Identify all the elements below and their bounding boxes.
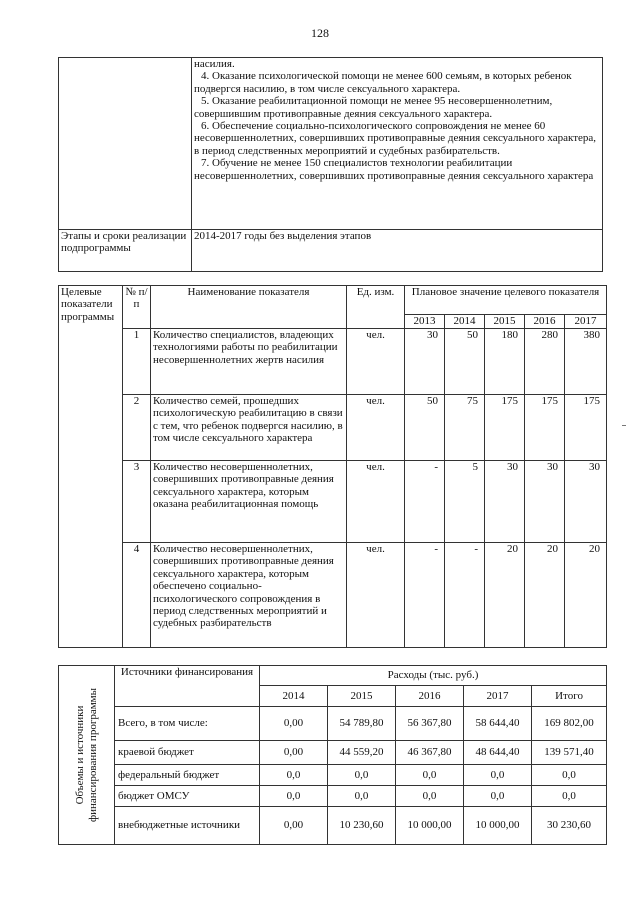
year-header: 2014	[445, 315, 485, 329]
unit-cell: чел.	[347, 461, 405, 543]
value-cell: 5	[445, 461, 485, 543]
value-cell: -	[445, 543, 485, 648]
amount-cell: 58 644,40	[464, 707, 532, 741]
page-number: 128	[311, 26, 329, 40]
value-cell: -	[405, 543, 445, 648]
amount-cell: 0,0	[260, 786, 328, 807]
table-row	[59, 707, 607, 741]
value-cell: 30	[405, 329, 445, 395]
value-cell: 175	[565, 395, 607, 461]
amount-cell: 0,0	[328, 786, 396, 807]
indicator-name: Количество семей, прошедших психологическую реабилитацию в связи с тем, что ребенок подвергся насилию, в том числе сексуального характера	[151, 395, 347, 461]
value-cell: 50	[405, 395, 445, 461]
amount-cell: 0,0	[396, 786, 464, 807]
amount-cell: 0,0	[532, 765, 607, 786]
value-cell: 20	[565, 543, 607, 648]
result-line-4: 4. Оказание психологической помощи не менее 600 семьям, в которых ребенок подвергся насилию, в том числе сексуального характера.	[194, 70, 572, 95]
result-line-6: 6. Обеспечение социально-психологического сопровождения не менее 60 несовершеннолетних, совершивших противоправные деяния сексуального характера, в период следственных мероприятий и судебных разбирательств.	[194, 120, 597, 157]
amount-cell: 48 644,40	[464, 741, 532, 765]
name-header: Наименование показателя	[151, 286, 347, 329]
year-header: 2015	[328, 686, 396, 707]
value-cell: 30	[565, 461, 607, 543]
unit-header: Ед. изм.	[347, 286, 405, 329]
amount-cell: 0,0	[464, 765, 532, 786]
table-row	[59, 395, 607, 461]
amount-cell: 169 802,00	[532, 707, 607, 741]
amount-cell: 0,0	[328, 765, 396, 786]
source-label: внебюджетные источники	[115, 807, 260, 845]
target-indicators-table	[58, 285, 607, 648]
amount-cell: 56 367,80	[396, 707, 464, 741]
table-row	[59, 765, 607, 786]
table-row	[59, 461, 607, 543]
year-header: 2013	[405, 315, 445, 329]
value-cell: 50	[445, 329, 485, 395]
amount-cell: 30 230,60	[532, 807, 607, 845]
result-line-7: 7. Обучение не менее 150 специалистов технологии реабилитации несовершеннолетних, совершивших противоправные деяния сексуального характера	[194, 157, 594, 182]
year-header: 2017	[464, 686, 532, 707]
year-header: 2016	[525, 315, 565, 329]
result-line-5: 5. Оказание реабилитационной помощи не менее 95 несовершеннолетним, совершившим противоправные деяния сексуального характера.	[194, 95, 553, 120]
source-label: краевой бюджет	[115, 741, 260, 765]
targets-row-label: Целевые показатели программы	[59, 286, 123, 648]
amount-cell: 10 000,00	[396, 807, 464, 845]
unit-cell: чел.	[347, 329, 405, 395]
value-cell: 180	[485, 329, 525, 395]
result-line-cont: насилия.	[194, 58, 235, 70]
table-row	[59, 329, 607, 395]
funding-table	[58, 665, 607, 845]
empty-label-cell	[59, 58, 192, 230]
value-cell: 30	[525, 461, 565, 543]
value-cell: 175	[485, 395, 525, 461]
table-row	[59, 807, 607, 845]
value-cell: 175	[525, 395, 565, 461]
funding-side-label	[59, 666, 115, 845]
table-row	[59, 543, 607, 648]
subprogram-passport-table	[58, 57, 603, 272]
table-row	[59, 786, 607, 807]
indicator-name: Количество специалистов, владеющих технологиями работы по реабилитации несовершеннолетних жертв насилия	[151, 329, 347, 395]
year-header: 2014	[260, 686, 328, 707]
stages-label: Этапы и сроки реализации подпрограммы	[59, 230, 192, 272]
stages-value: 2014-2017 годы без выделения этапов	[192, 230, 603, 272]
amount-cell: 44 559,20	[328, 741, 396, 765]
amount-cell: 0,0	[396, 765, 464, 786]
value-cell: 20	[525, 543, 565, 648]
row-num: 3	[123, 461, 151, 543]
table-row	[59, 741, 607, 765]
row-num: 2	[123, 395, 151, 461]
expected-results-cell	[192, 58, 603, 230]
unit-cell: чел.	[347, 395, 405, 461]
source-label: бюджет ОМСУ	[115, 786, 260, 807]
amount-cell: 0,00	[260, 807, 328, 845]
source-label: федеральный бюджет	[115, 765, 260, 786]
value-cell: 30	[485, 461, 525, 543]
row-num: 1	[123, 329, 151, 395]
num-header: № п/п	[123, 286, 151, 329]
value-cell: 280	[525, 329, 565, 395]
value-cell: 75	[445, 395, 485, 461]
amount-cell: 46 367,80	[396, 741, 464, 765]
year-header: 2017	[565, 315, 607, 329]
side-label-line: Объемы и источники	[73, 705, 86, 805]
value-cell: 380	[565, 329, 607, 395]
amount-cell: 139 571,40	[532, 741, 607, 765]
row-num: 4	[123, 543, 151, 648]
source-label: Всего, в том числе:	[115, 707, 260, 741]
amount-cell: 54 789,80	[328, 707, 396, 741]
value-cell: 20	[485, 543, 525, 648]
side-label-line: финансирования программы	[86, 687, 99, 823]
amount-cell: 0,0	[260, 765, 328, 786]
amount-cell: 0,00	[260, 741, 328, 765]
amount-cell: 10 230,60	[328, 807, 396, 845]
year-header: 2015	[485, 315, 525, 329]
amount-cell: 10 000,00	[464, 807, 532, 845]
amount-cell: 0,0	[532, 786, 607, 807]
amount-cell: 0,00	[260, 707, 328, 741]
value-cell: -	[405, 461, 445, 543]
unit-cell: чел.	[347, 543, 405, 648]
total-header: Итого	[532, 686, 607, 707]
scan-mark	[622, 425, 626, 426]
planned-header: Плановое значение целевого показателя	[405, 286, 607, 315]
expenses-header: Расходы (тыс. руб.)	[260, 666, 607, 686]
sources-header: Источники финансирования	[115, 666, 260, 707]
indicator-name: Количество несовершеннолетних, совершивших противоправные деяния сексуального характера, которым оказана реабилитационная помощь	[151, 461, 347, 543]
amount-cell: 0,0	[464, 786, 532, 807]
indicator-name: Количество несовершеннолетних, совершивших противоправные деяния сексуального характера, которым обеспечено социально-психологического сопровождения в период следственных мероприятий и судебных разбирательств	[151, 543, 347, 648]
year-header: 2016	[396, 686, 464, 707]
